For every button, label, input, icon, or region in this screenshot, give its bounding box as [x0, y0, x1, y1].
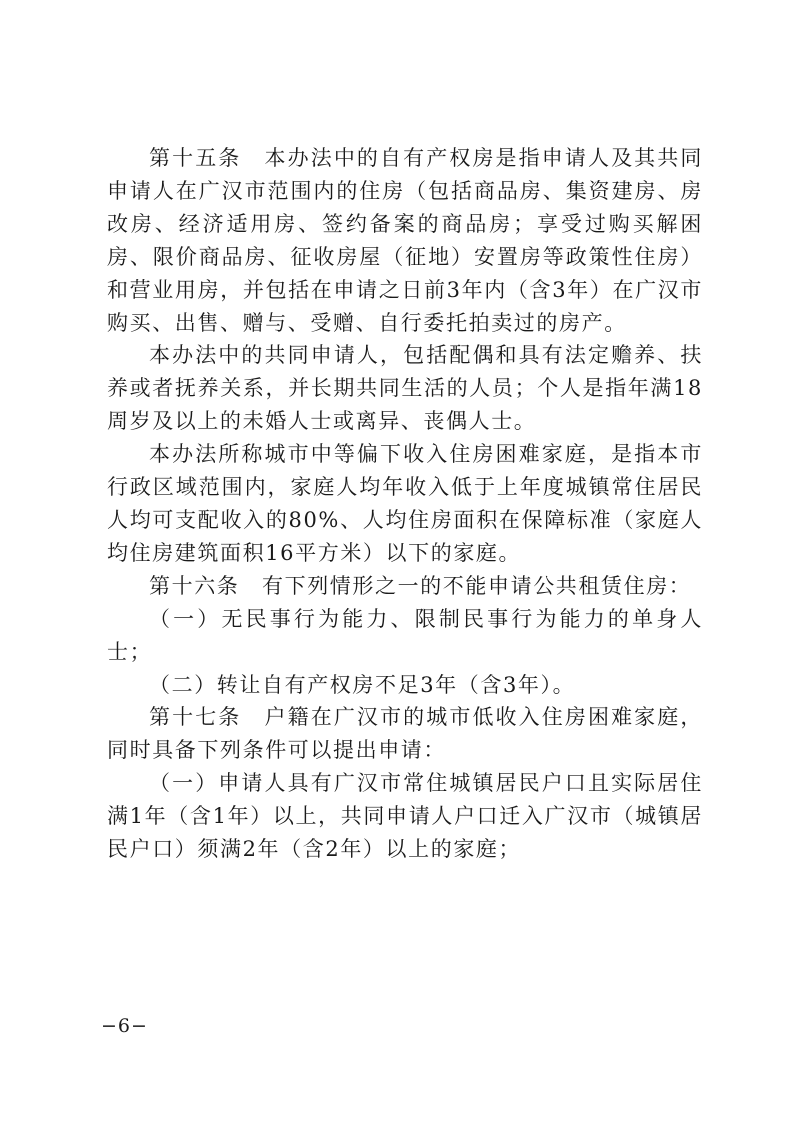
document-body: [107, 142, 703, 866]
paragraph-co-applicant-definition: 本办法中的共同申请人，包括配偶和具有法定赡养、扶养或者抚养关系，并长期共同生活的人员；个人是指年满18周岁及以上的未婚人士或离异、丧偶人士。: [107, 343, 703, 434]
page-number: −6−: [101, 1015, 148, 1037]
paragraph-article-17: 第十七条 户籍在广汉市的城市低收入住房困难家庭，同时具备下列条件可以提出申请：: [107, 705, 703, 763]
paragraph-low-income-definition: 本办法所称城市中等偏下收入住房困难家庭，是指本市行政区域范围内，家庭人均年收入低于上年度城镇常住居民人均可支配收入的80%、人均住房面积在保障标准（家庭人均住房建筑面积16平方米）以下的家庭。: [107, 442, 703, 565]
paragraph-article-16-item-1: （一）无民事行为能力、限制民事行为能力的单身人士；: [107, 606, 703, 664]
paragraph-article-17-item-1: （一）申请人具有广汉市常住城镇居民户口且实际居住满1年（含1年）以上，共同申请人户口迁入广汉市（城镇居民户口）须满2年（含2年）以上的家庭；: [107, 771, 703, 862]
paragraph-article-15: 第十五条 本办法中的自有产权房是指申请人及其共同申请人在广汉市范围内的住房（包括商品房、集资建房、房改房、经济适用房、签约备案的商品房；享受过购买解困房、限价商品房、征收房屋（征地）安置房等政策性住房）和营业用房，并包括在申请之日前3年内（含3年）在广汉市购买、出售、赠与、受赠、自行委托拍卖过的房产。: [107, 146, 703, 335]
paragraph-article-16-item-2: （二）转让自有产权房不足3年（含3年）。: [149, 672, 576, 697]
paragraph-article-16: 第十六条 有下列情形之一的不能申请公共租赁住房：: [149, 573, 692, 598]
